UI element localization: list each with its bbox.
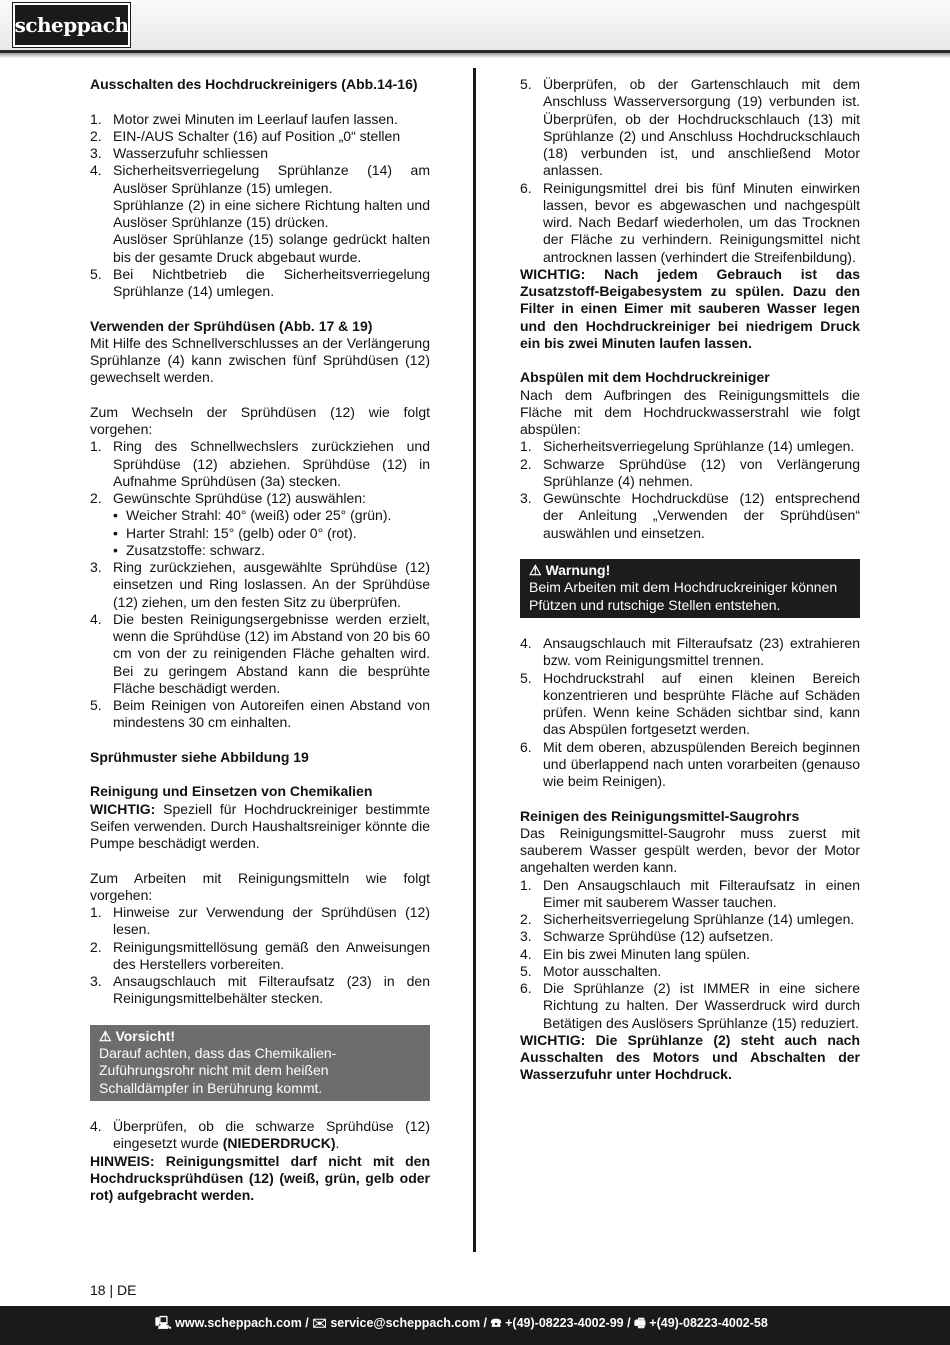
list-item (520, 946, 860, 963)
warning-box (520, 559, 860, 618)
paragraph-text: Speziell für Hochdruckreiniger bestimmte Seifen verwenden. Durch Haushaltsreiniger könnte die Pumpe beschädigt werden. (90, 800, 430, 851)
caution-box (90, 1025, 430, 1101)
list-text: Überprüfen, ob der Gartenschlauch mit dem Anschluss Wasserversorgung (19) verbunden ist. Überprüfen, ob der Hochdruckschlauch (13) mit Sprühlanze (2) und Anschluss Hochdruckschlauch (18) verbunden ist, und anschließend Motor anlassen. (543, 76, 860, 179)
list-text: Auslöser Sprühlanze (15) solange gedrückt halten bis der gesamte Druck abgebaut wurde. (113, 231, 430, 265)
list-text: Reinigungsmittel drei bis fünf Minuten einwirken lassen, bevor es abgewaschen und nachgespült wird. Nach Bedarf wiederholen, um das Trocknen der Fläche zu verhindern. Reinigungsmittel nicht antrocknen lassen (verhindert die Streifenbildung). (543, 179, 860, 265)
page-number: 18 | DE (90, 1282, 137, 1298)
list-number: 6. (520, 738, 532, 755)
list-item (90, 231, 430, 266)
header-shadow (0, 53, 950, 58)
list-text: Motor ausschalten. (543, 962, 662, 979)
section-heading: Abspülen mit dem Hochdruckreiniger (520, 369, 770, 386)
list-number: 4. (520, 945, 532, 962)
list-text: Mit dem oberen, abzuspülenden Bereich beginnen und überlappend nach unten vorarbeiten (genauso wie beim Reinigen). (543, 738, 860, 789)
page-header (0, 0, 950, 53)
nozzle-steps-continued (90, 559, 430, 732)
list-number: 2. (90, 490, 102, 506)
list-text: Sicherheitsverriegelung Sprühlanze (14) am Auslöser Sprühlanze (15) umlegen. (113, 162, 430, 196)
list-number: 5. (90, 265, 102, 282)
list-number: 6. (520, 980, 532, 996)
list-text: Sicherheitsverriegelung Sprühlanze (14) umlegen. (543, 438, 855, 455)
list-text: Die Sprühlanze (2) ist IMMER in eine sichere Richtung zu halten. Der Wasserdruck wird durch Betätigen des Auslösers Sprühlanze (15) reduziert. (543, 980, 860, 1031)
list-item (90, 128, 430, 145)
section-heading: Sprühmuster siehe Abbildung 19 (90, 748, 309, 765)
caution-title: ⚠ Vorsicht! (99, 1027, 176, 1044)
list-item (90, 939, 430, 974)
list-item (90, 266, 430, 301)
list-item (90, 162, 430, 197)
section-heading: Ausschalten des Hochdruckreinigers (Abb.14-16) (90, 76, 418, 92)
list-text: Ring zurückziehen, ausgewählte Sprühdüse (12) einsetzen und Ring loslassen. An der Sprühdüse (12) ziehen, um den festen Sitz zu überprüfen. (113, 559, 430, 610)
paragraph: Zum Arbeiten mit Reinigungsmitteln wie folgt vorgehen: (90, 869, 430, 903)
list-item (520, 635, 860, 670)
list-item (90, 111, 430, 128)
list-number: 3. (90, 145, 102, 161)
paragraph (90, 801, 430, 853)
list-number: 3. (90, 973, 102, 989)
list-emphasis: (NIEDERDRUCK) (222, 1135, 336, 1152)
list-item (520, 456, 860, 491)
list-number: 4. (90, 162, 102, 179)
list-number: 5. (90, 697, 102, 713)
list-item (520, 877, 860, 912)
suction-tube-steps (520, 877, 860, 1032)
list-item (90, 611, 430, 697)
chemical-steps-right (520, 76, 860, 266)
important-paragraph: WICHTIG: Die Sprühlanze (2) steht auch nach Ausschalten des Motors und Abschalten der Wasserzufuhr unter Hochdruck. (520, 1031, 860, 1083)
bullet-item: • Weicher Strahl: 40° (weiß) oder 25° (grün). (113, 507, 430, 524)
chemical-steps-continued (90, 1118, 430, 1153)
list-number: 2. (520, 911, 532, 927)
list-text: Ansaugschlauch mit Filteraufsatz (23) in den Reinigungsmittelbehälter stecken. (113, 973, 430, 1007)
important-paragraph: WICHTIG: Nach jedem Gebrauch ist das Zusatzstoff-Beigabesystem zu spülen. Dazu den Filter in einen Eimer mit sauberen Wasser legen und den Hochdruckreiniger bei niedrigem Druck ein bis zwei Minuten laufen lassen. (520, 265, 860, 351)
list-text: Bei Nichtbetrieb die Sicherheitsverriegelung Sprühlanze (14) umlegen. (113, 265, 430, 299)
list-number: 4. (90, 610, 102, 627)
column-divider (473, 68, 476, 1252)
scheppach-logo: scheppach (13, 3, 130, 47)
note-paragraph: HINWEIS: Reinigungsmittel darf nicht mit den Hochdrucksprühdüsen (12) (weiß, grün, gelb oder rot) aufgebracht werden. (90, 1152, 430, 1203)
list-text: Schwarze Sprühdüse (12) aufsetzen. (543, 928, 774, 945)
list-item (90, 197, 430, 232)
list-text: Schwarze Sprühdüse (12) von Verlängerung Sprühlanze (4) nehmen. (543, 455, 860, 489)
list-number: 3. (520, 490, 532, 506)
list-item (520, 438, 860, 455)
list-number: 5. (520, 76, 532, 92)
rinse-steps (520, 438, 860, 542)
paragraph: Das Reinigungsmittel-Saugrohr muss zuerst mit sauberem Wasser gespült werden, bevor der Motor angehalten werden kann. (520, 824, 860, 876)
caution-text: Darauf achten, dass das Chemikalien-Zuführungsrohr nicht mit dem heißen Schalldämpfer in Berührung kommt. (99, 1045, 337, 1096)
chemical-steps (90, 904, 430, 1008)
list-item (520, 911, 860, 928)
paragraph: Nach dem Aufbringen des Reinigungsmittels die Fläche mit dem Hochdruckwasserstrahl wie folgt abspülen: (520, 386, 860, 437)
important-label: WICHTIG: (90, 800, 156, 817)
list-item (90, 438, 430, 490)
list-number: 2. (520, 455, 532, 472)
list-number: 6. (520, 179, 532, 196)
list-item (90, 1118, 430, 1153)
section-heading: Reinigen des Reinigungsmittel-Saugrohrs (520, 807, 800, 824)
list-number: 2. (90, 127, 102, 144)
list-number: 1. (520, 438, 532, 455)
list-item (90, 973, 430, 1008)
list-number: 1. (90, 438, 102, 455)
list-item (520, 490, 860, 542)
list-text: Ring des Schnellwechslers zurückziehen und Sprühdüse (12) abziehen. Sprühdüse (12) in Aufnahme Sprühdüsen (3a) stecken. (113, 438, 430, 489)
list-number: 3. (90, 559, 102, 575)
bullet-item: • Harter Strahl: 15° (gelb) oder 0° (rot). (113, 525, 430, 542)
list-number: 3. (520, 928, 532, 945)
list-item (90, 490, 430, 507)
list-text: Den Ansaugschlauch mit Filteraufsatz in einen Eimer mit sauberem Wasser tauchen. (543, 876, 860, 910)
list-text: Reinigungsmittellösung gemäß den Anweisungen des Herstellers vorbereiten. (113, 938, 430, 972)
list-number: 4. (520, 635, 532, 651)
list-item (90, 697, 430, 732)
list-item (90, 145, 430, 162)
list-text: Ein bis zwei Minuten lang spülen. (543, 945, 751, 962)
list-number: 5. (520, 962, 532, 979)
list-text: Gewünschte Sprühdüse (12) auswählen: (113, 490, 366, 506)
list-number: 2. (90, 938, 102, 955)
list-text: Hochdruckstrahl auf einen kleinen Bereich konzentrieren und besprühte Fläche auf Schäden prüfen. Wenn keine Schäden sichtbar sind, kann das Abspülen fortgesetzt werden. (543, 669, 860, 738)
warning-text: Beim Arbeiten mit dem Hochdruckreiniger können Pfützen und rutschige Stellen entstehen. (529, 579, 838, 613)
list-number: 4. (90, 1118, 102, 1134)
list-number: 1. (90, 110, 102, 127)
nozzle-bullets (90, 507, 430, 559)
list-text: Überprüfen, ob die schwarze Sprühdüse (12) eingesetzt wurde (113, 1118, 430, 1152)
list-text: Ansaugschlauch mit Filteraufsatz (23) extrahieren bzw. vom Reinigungsmittel trennen. (543, 635, 860, 669)
paragraph: Zum Wechseln der Sprühdüsen (12) wie folgt vorgehen: (90, 403, 430, 437)
list-item (520, 180, 860, 266)
list-text: Sicherheitsverriegelung Sprühlanze (14) umlegen. (543, 911, 855, 927)
list-item (520, 963, 860, 980)
list-item (520, 980, 860, 1032)
list-number: 1. (520, 876, 532, 893)
section-heading: Reinigung und Einsetzen von Chemikalien (90, 783, 373, 800)
list-text: Wasserzufuhr schliessen (113, 145, 269, 161)
list-item (90, 559, 430, 611)
shutdown-steps (90, 111, 430, 301)
list-number: 5. (520, 669, 532, 686)
list-text: Die besten Reinigungsergebnisse werden erzielt, wenn die Sprühdüse (12) im Abstand von 20 bis 60 cm von der zu reinigenden Fläche gehalten wird. Bei zu geringem Abstand kann die besprühte Fläche beschädigt werden. (113, 610, 430, 696)
section-heading: Verwenden der Sprühdüsen (Abb. 17 & 19) (90, 317, 373, 334)
paragraph: Mit Hilfe des Schnellverschlusses an der Verlängerung Sprühlanze (4) kann zwischen fünf Sprühdüsen (12) gewechselt werden. (90, 334, 430, 386)
list-item (520, 670, 860, 739)
list-item (520, 739, 860, 791)
list-item (520, 928, 860, 945)
list-text: Beim Reinigen von Autoreifen einen Abstand von mindestens 30 cm einhalten. (113, 697, 430, 731)
list-item (520, 76, 860, 180)
nozzle-steps (90, 438, 430, 507)
bullet-item: • Zusatzstoffe: schwarz. (113, 542, 430, 559)
list-text: Sprühlanze (2) in eine sichere Richtung halten und Auslöser Sprühlanze (15) drücken. (113, 196, 430, 230)
warning-title: ⚠ Warnung! (529, 562, 611, 578)
list-number: 1. (90, 904, 102, 920)
rinse-steps-continued (520, 635, 860, 790)
list-text: Hinweise zur Verwendung der Sprühdüsen (12) lesen. (113, 904, 430, 938)
list-text: EIN-/AUS Schalter (16) auf Position „0“ stellen (113, 127, 401, 144)
list-text: Gewünschte Hochdruckdüse (12) entsprechend der Anleitung „Verwenden der Sprühdüsen“ auswählen und einsetzen. (543, 490, 860, 541)
footer-contact-bar: 🖳 www.scheppach.com / ✉ service@scheppach.com / ☎ +(49)-08223-4002-99 / 🖷 +(49)-08223-4002-58 (0, 1306, 950, 1345)
right-column (520, 76, 860, 1084)
left-column (90, 76, 430, 1204)
list-text: Motor zwei Minuten im Leerlauf laufen lassen. (113, 110, 398, 127)
list-text-end: . (335, 1135, 340, 1152)
list-item (90, 904, 430, 939)
